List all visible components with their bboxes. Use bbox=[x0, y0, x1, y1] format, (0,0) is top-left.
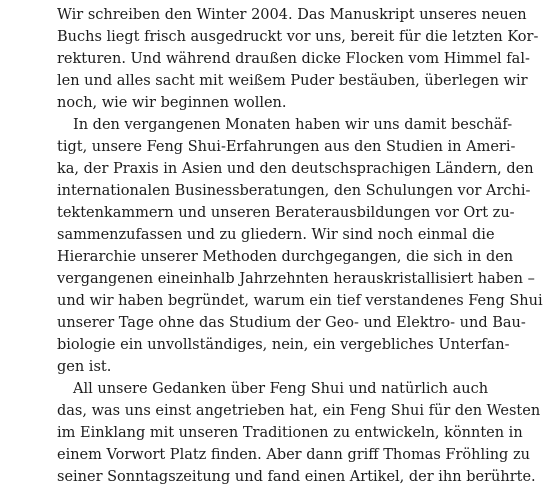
text-line: internationalen Businessberatungen, den Schulungen vor Archi- bbox=[57, 183, 531, 199]
text-line: All unsere Gedanken über Feng Shui und natürlich auch bbox=[73, 381, 489, 397]
text-line: noch, wie wir beginnen wollen. bbox=[57, 95, 287, 111]
text-line: das, was uns einst angetrieben hat, ein Feng Shui für den Westen bbox=[57, 403, 541, 419]
text-line: rekturen. Und während draußen dicke Flocken vom Himmel fal- bbox=[57, 51, 530, 67]
text-line: unserer Tage ohne das Studium der Geo- und Elektro- und Bau- bbox=[57, 315, 526, 331]
text-line: len und alles sacht mit weißem Puder bestäuben, überlegen wir bbox=[57, 73, 528, 89]
text-line: seiner Sonntagszeitung und fand einen Artikel, der ihn berührte. bbox=[57, 469, 536, 485]
text-line: ka, der Praxis in Asien und den deutschsprachigen Ländern, den bbox=[57, 161, 534, 177]
text-line: einem Vorwort Platz finden. Aber dann griff Thomas Fröhling zu bbox=[57, 447, 530, 463]
text-line: biologie ein unvollständiges, nein, ein vergebliches Unterfan- bbox=[57, 337, 510, 353]
text-line: Buchs liegt frisch ausgedruckt vor uns, bereit für die letzten Kor- bbox=[57, 29, 539, 45]
text-line: sammenzufassen und zu gliedern. Wir sind noch einmal die bbox=[57, 227, 495, 243]
text-line: im Einklang mit unseren Traditionen zu entwickeln, könnten in bbox=[57, 425, 523, 441]
text-line: tigt, unsere Feng Shui-Erfahrungen aus den Studien in Ameri- bbox=[57, 139, 516, 155]
text-line: Hierarchie unserer Methoden durchgegangen, die sich in den bbox=[57, 249, 514, 265]
text-line: und wir haben begründet, warum ein tief verstandenes Feng Shui bbox=[57, 293, 543, 309]
text-line: tektenkammern und unseren Beraterausbildungen vor Ort zu- bbox=[57, 205, 515, 221]
text-line: vergangenen eineinhalb Jahrzehnten herauskristallisiert haben – bbox=[57, 271, 535, 287]
text-line: gen ist. bbox=[57, 359, 112, 375]
text-line: In den vergangenen Monaten haben wir uns damit beschäf- bbox=[73, 117, 513, 133]
text-line: Wir schreiben den Winter 2004. Das Manuskript unseres neuen bbox=[57, 7, 527, 23]
